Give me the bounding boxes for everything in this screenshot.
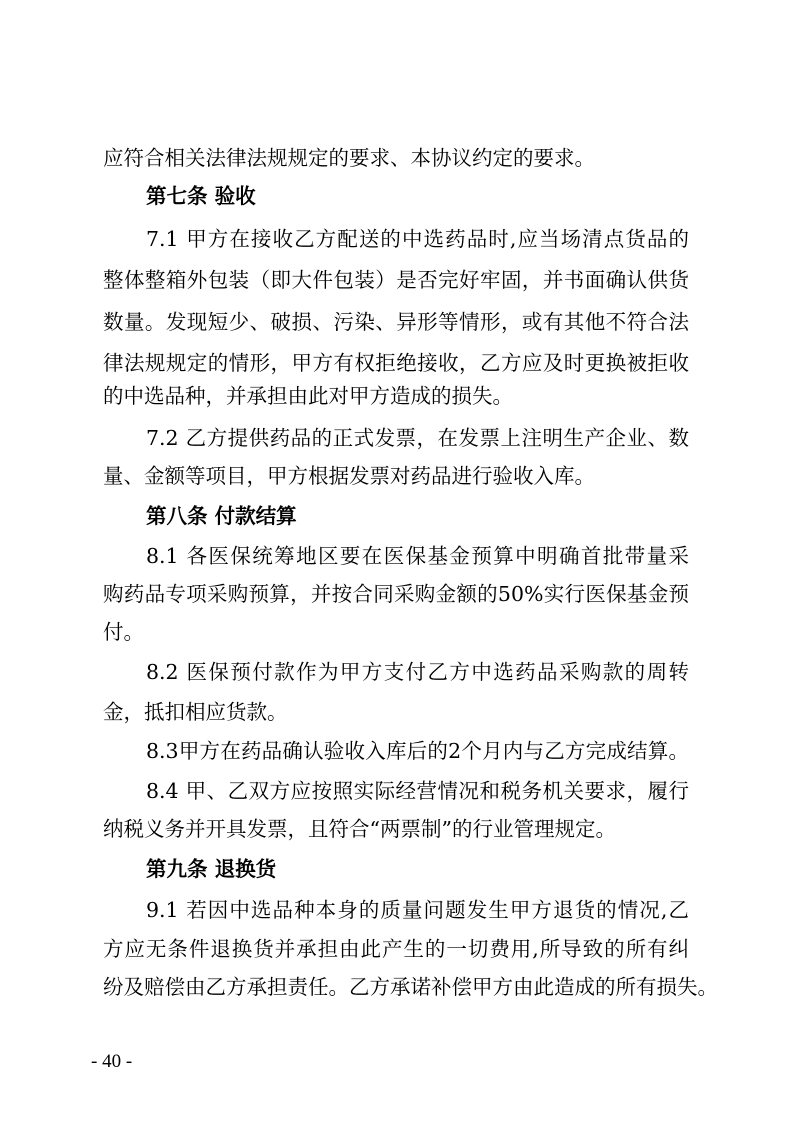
paragraph-line: 9.1 若因中选品种本身的质量问题发生甲方退货的情况,乙	[146, 898, 689, 922]
paragraph-line: 7.2 乙方提供药品的正式发票，在发票上注明生产企业、数	[146, 426, 689, 450]
paragraph-line: 付。	[103, 620, 144, 644]
paragraph-line: 金，抵扣相应货款。	[103, 700, 288, 724]
paragraph-line: 方应无条件退换货并承担由此产生的一切费用,所导致的所有纠	[103, 937, 689, 961]
section-heading-article-8: 第八条 付款结算	[146, 504, 297, 528]
paragraph-line: 8.1 各医保统筹地区要在医保基金预算中明确首批带量采	[146, 544, 689, 568]
paragraph-line: 数量。发现短少、破损、污染、异形等情形，或有其他不符合法	[103, 310, 689, 334]
paragraph-line: 整体整箱外包装（即大件包装）是否完好牢固，并书面确认供货	[103, 268, 689, 292]
paragraph-line: 7.1 甲方在接收乙方配送的中选药品时,应当场清点货品的	[146, 227, 689, 251]
section-heading-article-9: 第九条 退换货	[146, 857, 277, 881]
paragraph-line: 的中选品种，并承担由此对甲方造成的损失。	[103, 384, 513, 408]
paragraph-line: 购药品专项采购预算，并按合同采购金额的50%实行医保基金预	[103, 582, 689, 606]
section-heading-article-7: 第七条 验收	[146, 184, 256, 208]
paragraph-line: 8.2 医保预付款作为甲方支付乙方中选药品采购款的周转	[146, 660, 689, 684]
paragraph-line: 量、金额等项目，甲方根据发票对药品进行验收入库。	[103, 464, 595, 488]
paragraph-line: 纷及赔偿由乙方承担责任。乙方承诺补偿甲方由此造成的所有损失。	[103, 975, 718, 999]
paragraph-line: 纳税义务并开具发票，且符合“两票制”的行业管理规定。	[103, 817, 616, 841]
paragraph-line: 8.4 甲、乙双方应按照实际经营情况和税务机关要求，履行	[146, 779, 689, 803]
paragraph-line: 律法规规定的情形，甲方有权拒绝接收，乙方应及时更换被拒收	[103, 351, 689, 375]
page-number: - 40 -	[91, 1051, 133, 1072]
paragraph-line: 8.3甲方在药品确认验收入库后的2个月内与乙方完成结算。	[146, 739, 689, 763]
paragraph-line: 应符合相关法律法规规定的要求、本协议约定的要求。	[103, 146, 595, 170]
